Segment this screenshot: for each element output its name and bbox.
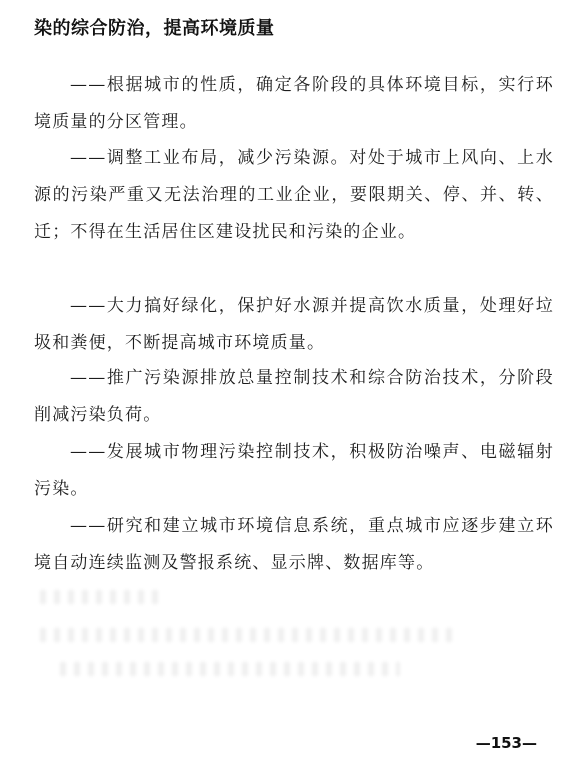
bleed-through-smudge [40, 628, 460, 642]
paragraph-greening: ——大力搞好绿化，保护好水源并提高饮水质量，处理好垃圾和粪便，不断提高城市环境质量。 [34, 296, 554, 353]
bleed-through-smudge [40, 590, 160, 604]
bleed-through-smudge [60, 662, 400, 676]
paragraph-physical-pollution: ——发展城市物理污染控制技术，积极防治噪声、电磁辐射污染。 [34, 442, 554, 499]
paragraph-industrial-layout: ——调整工业布局，减少污染源。对处于城市上风向、上水源的污染严重又无法治理的工业企业，要限期关、停、并、转、迁；不得在生活居住区建设扰民和污染的企业。 [34, 148, 554, 242]
section-heading: 染的综合防治，提高环境质量 [34, 18, 275, 39]
paragraph-information-system: ——研究和建立城市环境信息系统，重点城市应逐步建立环境自动连续监测及警报系统、显示牌、数据库等。 [34, 516, 554, 573]
page-number: —153— [475, 734, 537, 752]
paragraph-total-control: ——推广污染源排放总量控制技术和综合防治技术，分阶段削减污染负荷。 [34, 368, 554, 425]
paragraph-zoning: ——根据城市的性质，确定各阶段的具体环境目标，实行环境质量的分区管理。 [34, 75, 554, 132]
